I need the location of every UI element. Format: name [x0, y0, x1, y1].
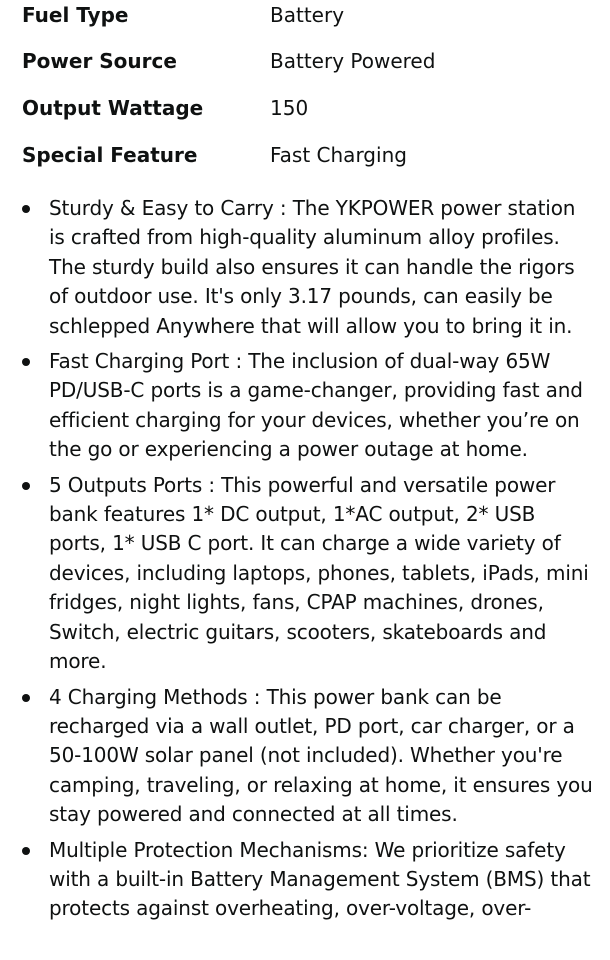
spec-value: Battery — [270, 3, 345, 27]
product-specs-table — [22, 0, 602, 175]
bullet-dot-icon — [22, 482, 30, 490]
feature-bullet-text: Sturdy & Easy to Carry : The YKPOWER power station is crafted from high-quality aluminum alloy profiles. The sturdy build also ensures it can handle the rigors of outdoor use. It's only 3.17 pounds, can easily be schlepped Anywhere that will allow you to bring it in. — [49, 196, 576, 338]
spec-row-special-feature — [22, 128, 602, 175]
feature-bullet — [0, 683, 610, 830]
feature-bullet — [0, 194, 610, 341]
bullet-dot-icon — [22, 358, 30, 366]
spec-label: Output Wattage — [22, 96, 204, 120]
feature-bullet-text: Fast Charging Port : The inclusion of dual-way 65W PD/USB-C ports is a game-changer, providing fast and efficient charging for your devices, whether you’re on the go or experiencing a power outage at home. — [49, 349, 583, 462]
feature-bullet — [0, 836, 610, 924]
spec-row-output-wattage — [22, 81, 602, 128]
spec-row-fuel-type — [22, 0, 602, 34]
bullet-dot-icon — [22, 847, 30, 855]
spec-value: 150 — [270, 96, 309, 120]
feature-bullet-text: 5 Outputs Ports : This powerful and versatile power bank features 1* DC output, 1*AC output, 2* USB ports, 1* USB C port. It can charge a wide variety of devices, including laptops, phones, tablets, iPads, mini fridges, night lights, fans, CPAP machines, drones, Switch, electric guitars, scooters, skateboards and more. — [49, 472, 589, 674]
feature-bullet-list — [0, 194, 610, 930]
bullet-dot-icon — [22, 694, 30, 702]
spec-value: Fast Charging — [270, 143, 407, 167]
feature-bullet — [0, 347, 610, 465]
spec-value: Battery Powered — [270, 49, 436, 73]
bullet-dot-icon — [22, 205, 30, 213]
feature-bullet — [0, 471, 610, 677]
feature-bullet-text: Multiple Protection Mechanisms: We prioritize safety with a built-in Battery Management System (BMS) that protects against overheating, over-voltage, over- — [49, 837, 591, 921]
spec-label: Special Feature — [22, 143, 198, 167]
feature-bullet-text: 4 Charging Methods : This power bank can be recharged via a wall outlet, PD port, car charger, or a 50-100W solar panel (not included). Whether you're camping, traveling, or relaxing at home, it ensures you stay powered and connected at all times. — [49, 684, 593, 827]
spec-row-power-source — [22, 34, 602, 81]
spec-label: Fuel Type — [22, 3, 129, 27]
spec-label: Power Source — [22, 49, 177, 73]
